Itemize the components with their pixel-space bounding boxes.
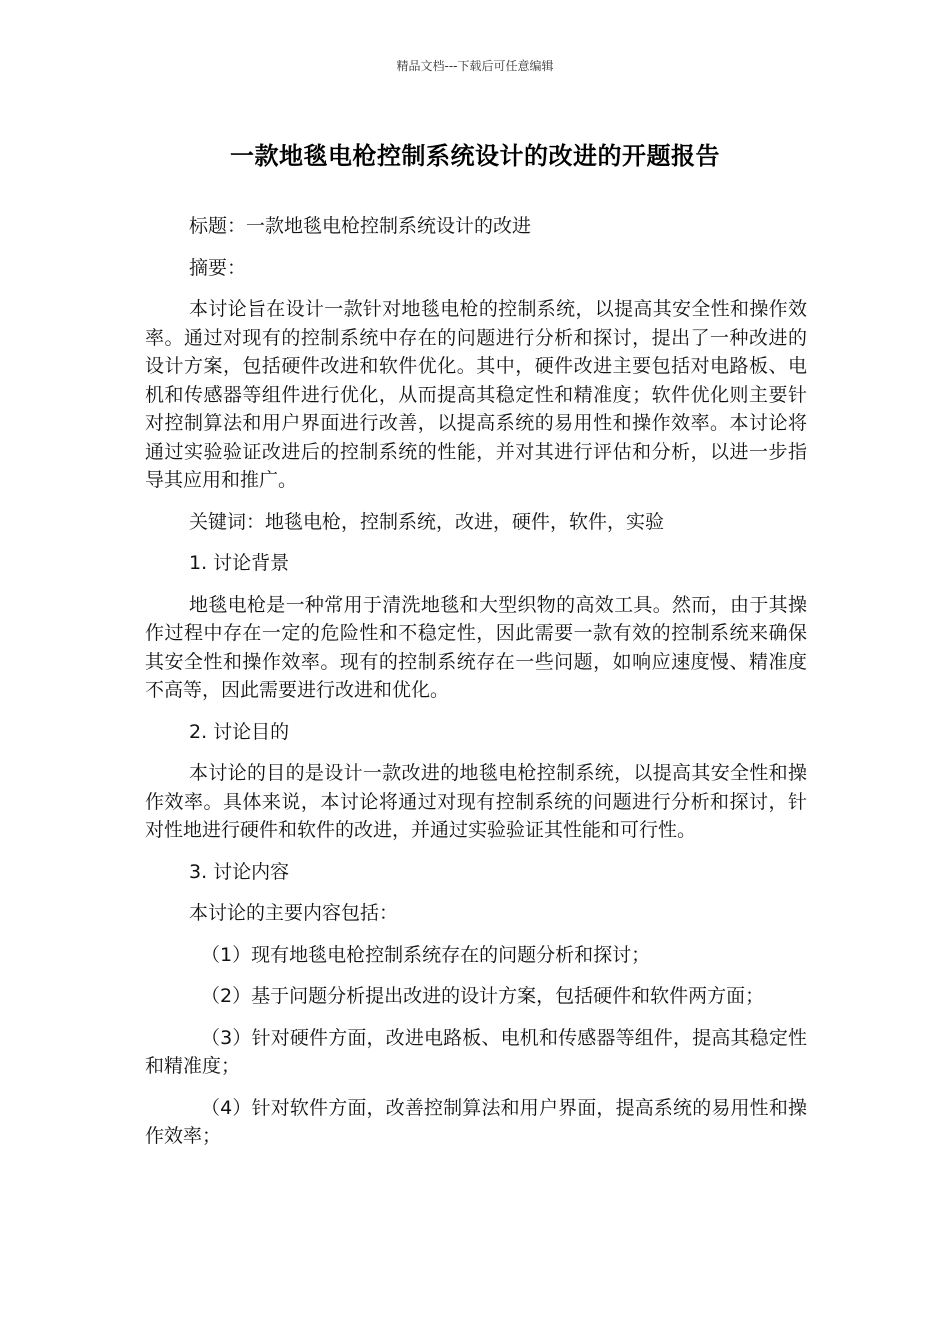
page-header: 精品文档---下载后可任意编辑 bbox=[396, 59, 554, 73]
content-intro: 本讨论的主要内容包括： bbox=[189, 902, 399, 924]
subject-line: 标题：一款地毯电枪控制系统设计的改进 bbox=[189, 215, 532, 237]
document-body bbox=[145, 212, 807, 1164]
purpose-paragraph: 本讨论的目的是设计一款改进的地毯电枪控制系统，以提高其安全性和操作效率。具体来说，本讨论将通过对现有控制系统的问题进行分析和探讨，针对性地进行硬件和软件的改进，并通过实验验证其性能和可行性。 bbox=[145, 762, 807, 841]
section-heading-background: 1. 讨论背景 bbox=[189, 552, 290, 574]
keywords-line: 关键词：地毯电枪，控制系统，改进，硬件，软件，实验 bbox=[189, 510, 665, 533]
background-paragraph: 地毯电枪是一种常用于清洗地毯和大型织物的高效工具。然而，由于其操作过程中存在一定的危险性和不稳定性，因此需要一款有效的控制系统来确保其安全性和操作效率。现有的控制系统存在一些问题，如响应速度慢、精准度不高等，因此需要进行改进和优化。 bbox=[145, 593, 807, 701]
content-list-item: （2）基于问题分析提出改进的设计方案，包括硬件和软件两方面； bbox=[201, 985, 765, 1007]
section-heading-purpose: 2. 讨论目的 bbox=[189, 720, 290, 743]
section-heading-content: 3. 讨论内容 bbox=[189, 860, 290, 883]
abstract-paragraph: 本讨论旨在设计一款针对地毯电枪的控制系统，以提高其安全性和操作效率。通过对现有的控制系统中存在的问题进行分析和探讨，提出了一种改进的设计方案，包括硬件改进和软件优化。其中，硬件改进主要包括对电路板、电机和传感器等组件进行优化，从而提高其稳定性和精准度；软件优化则主要针对控制算法和用户界面进行改善，以提高系统的易用性和操作效率。本讨论将通过实验验证改进后的控制系统的性能，并对其进行评估和分析，以进一步指导其应用和推广。 bbox=[145, 298, 807, 491]
content-list-item: （3）针对硬件方面，改进电路板、电机和传感器等组件，提高其稳定性和精准度； bbox=[145, 1026, 807, 1077]
abstract-heading: 摘要： bbox=[189, 256, 247, 279]
content-list-item: （4）针对软件方面，改善控制算法和用户界面，提高系统的易用性和操作效率； bbox=[145, 1096, 807, 1147]
content-list-item: （1）现有地毯电枪控制系统存在的问题分析和探讨； bbox=[201, 943, 651, 966]
document-title: 一款地毯电枪控制系统设计的改进的开题报告 bbox=[230, 142, 720, 170]
